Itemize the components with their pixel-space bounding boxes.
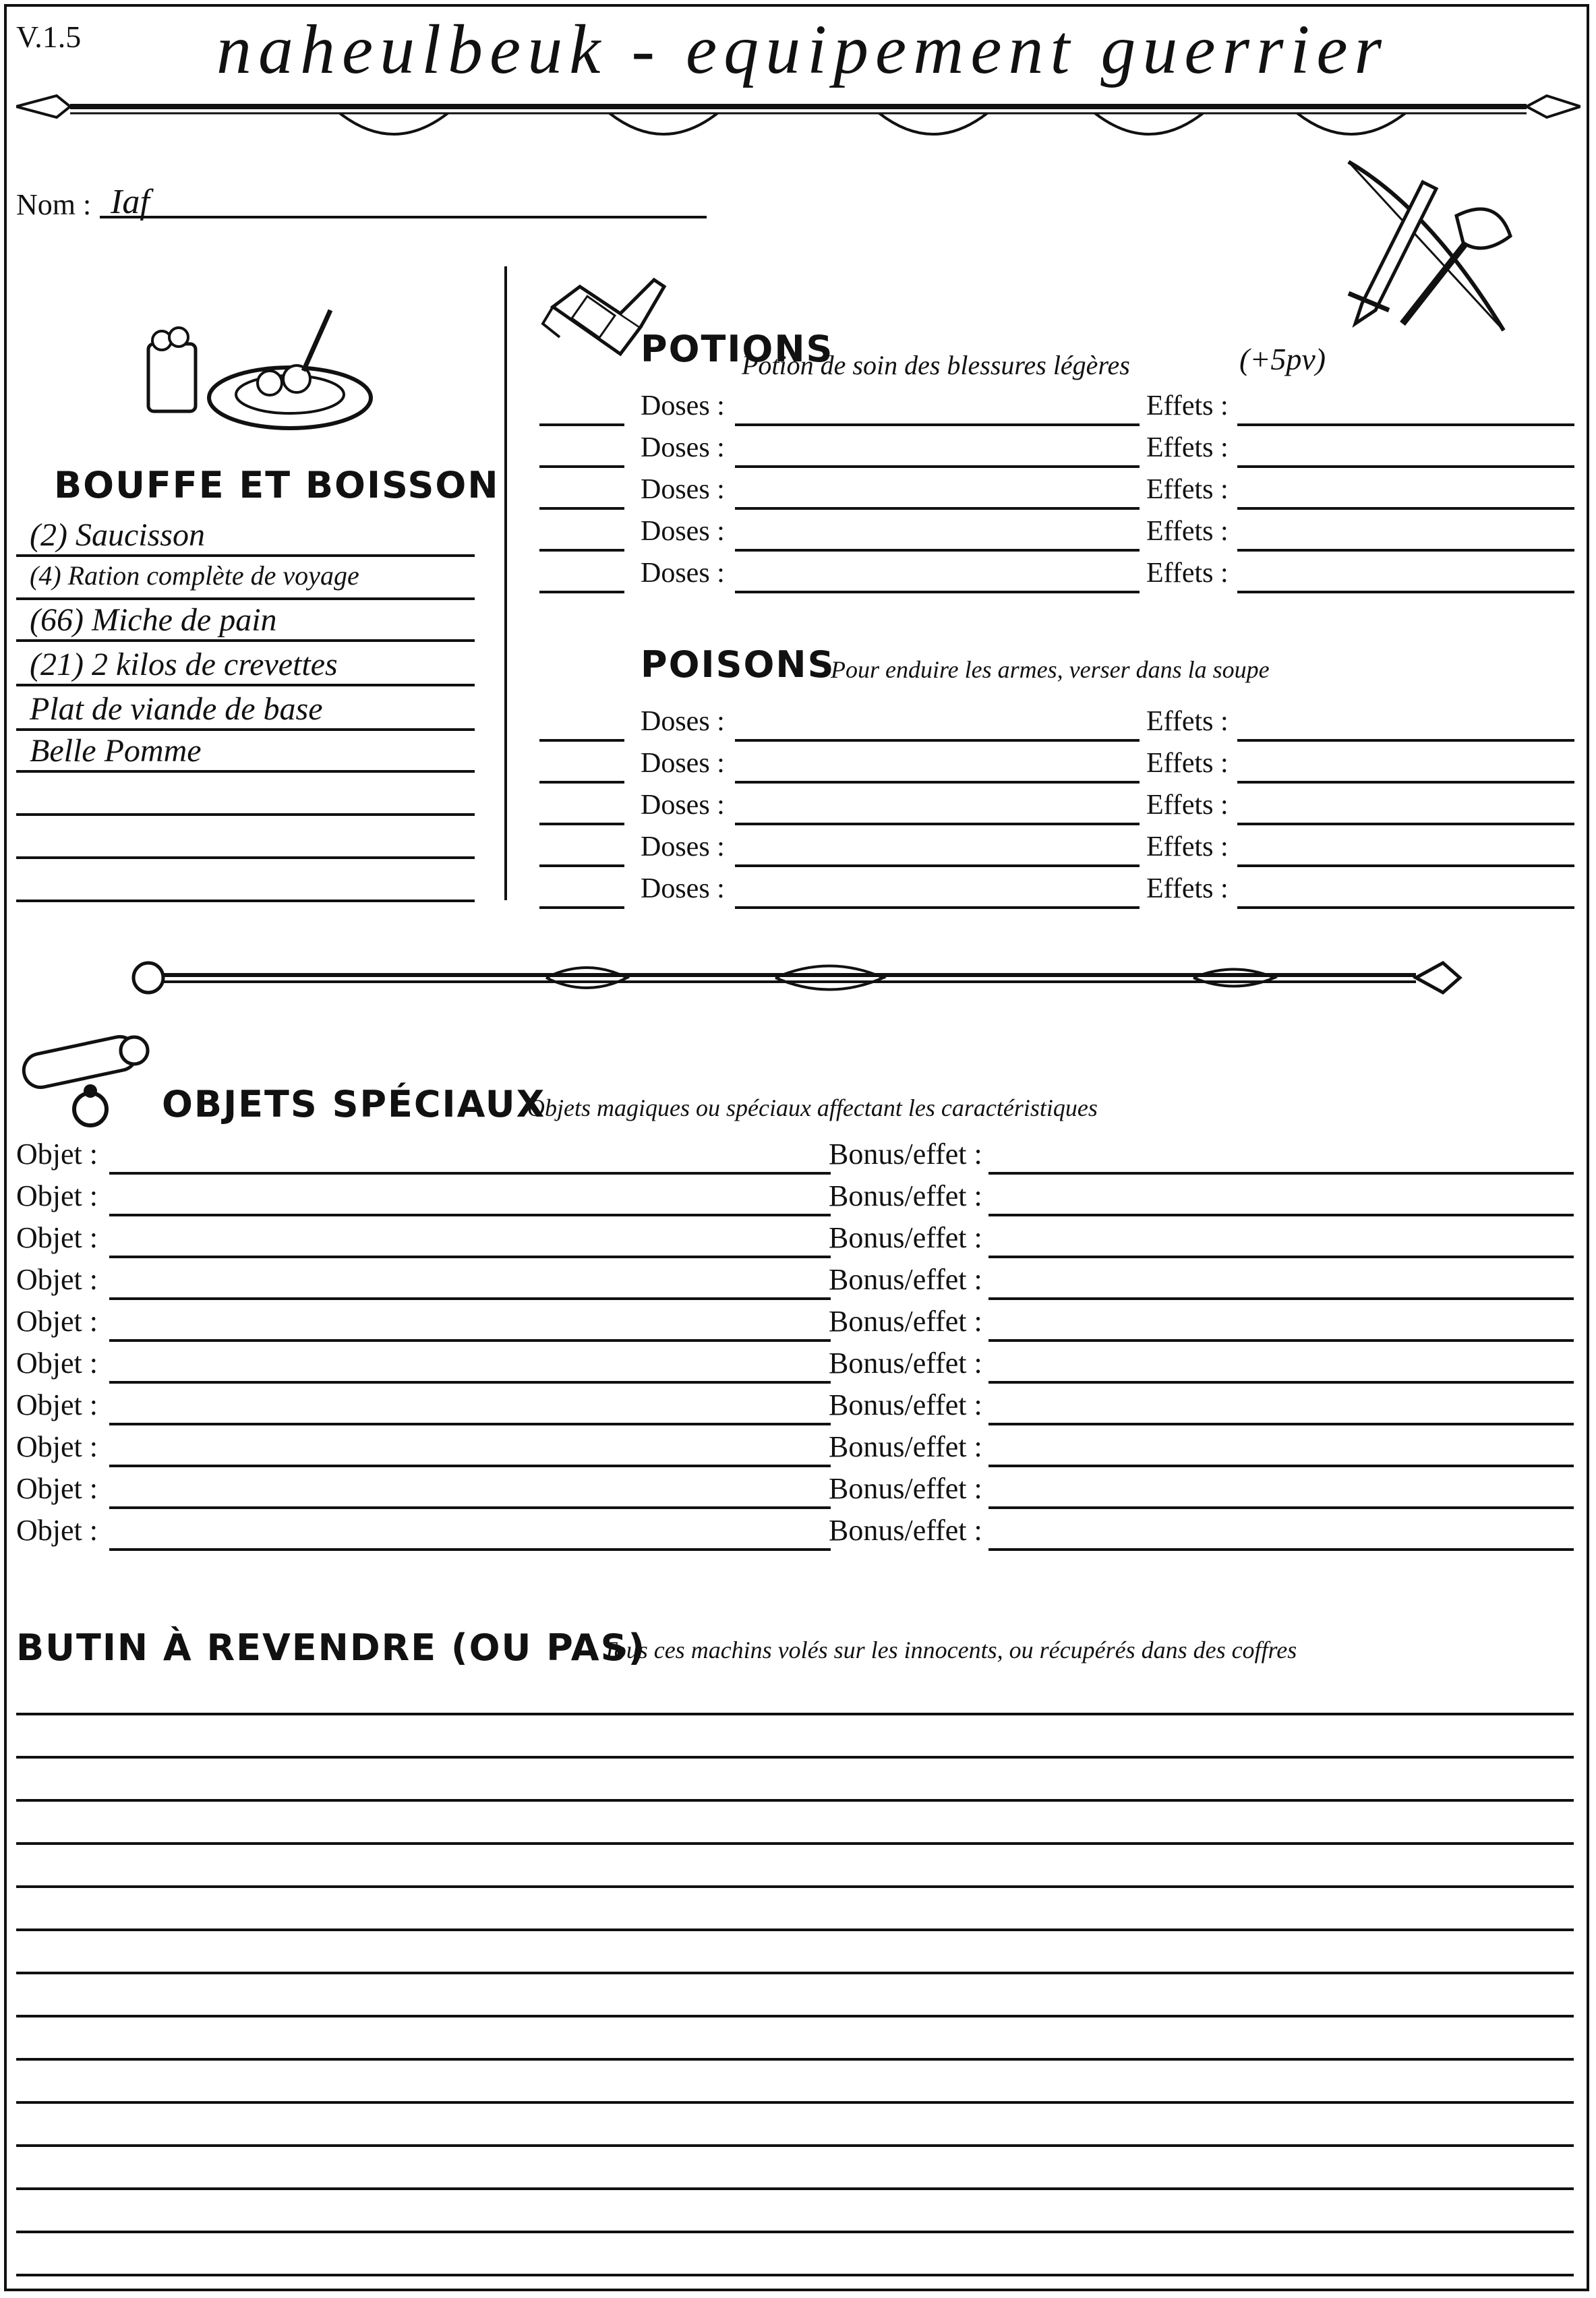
bonus-field[interactable] <box>988 1256 1574 1258</box>
objet-label: Objet : <box>16 1472 98 1505</box>
food-plate-icon <box>135 303 378 438</box>
effets-label: Effets : <box>1146 432 1229 463</box>
quantity-line[interactable] <box>539 739 624 742</box>
food-item: Belle Pomme <box>30 733 202 769</box>
potions-heading: POTIONS <box>641 328 834 370</box>
objet-field[interactable] <box>109 1506 831 1509</box>
bonus-label: Bonus/effet : <box>829 1514 982 1547</box>
food-line[interactable] <box>16 900 475 902</box>
potion-handwritten-effect: (+5pv) <box>1239 342 1326 376</box>
objet-label: Objet : <box>16 1514 98 1547</box>
quantity-line[interactable] <box>539 507 624 510</box>
objet-field[interactable] <box>109 1381 831 1384</box>
potions-row <box>539 553 1578 595</box>
bonus-field[interactable] <box>988 1423 1574 1425</box>
poisons-row <box>539 701 1578 743</box>
objets-subtitle: Objets magiques ou spéciaux affectant les caractéristiques <box>527 1094 1098 1121</box>
food-item: (4) Ration complète de voyage <box>30 560 359 591</box>
sheet-title: naheulbeuk - equipement guerrier <box>216 11 1388 88</box>
objet-label: Objet : <box>16 1305 98 1338</box>
objet-label: Objet : <box>16 1430 98 1463</box>
effets-field[interactable] <box>1237 549 1574 552</box>
food-item: Plat de viande de base <box>30 691 323 727</box>
quantity-line[interactable] <box>539 549 624 552</box>
objet-row <box>16 1385 1574 1427</box>
food-item: (21) 2 kilos de crevettes <box>30 647 338 682</box>
doses-label: Doses : <box>641 706 725 737</box>
doses-label: Doses : <box>641 474 725 505</box>
crossed-weapons-icon <box>1322 155 1524 351</box>
food-item: (2) Saucisson <box>30 517 205 553</box>
doses-field[interactable] <box>735 465 1140 468</box>
objet-row <box>16 1510 1574 1552</box>
objet-label: Objet : <box>16 1263 98 1296</box>
quantity-line[interactable] <box>539 864 624 867</box>
food-line[interactable] <box>16 639 475 642</box>
quantity-line[interactable] <box>539 781 624 784</box>
poisons-heading: POISONS <box>641 643 835 686</box>
objet-field[interactable] <box>109 1256 831 1258</box>
nom-field[interactable] <box>100 182 707 221</box>
butin-heading: BUTIN À REVENDRE (OU PAS) <box>16 1626 647 1669</box>
poisons-row <box>539 785 1578 827</box>
objet-row <box>16 1427 1574 1469</box>
doses-field[interactable] <box>735 823 1140 825</box>
butin-line[interactable] <box>16 1842 1574 1845</box>
food-line[interactable] <box>16 856 475 859</box>
butin-line[interactable] <box>16 1756 1574 1759</box>
bonus-field[interactable] <box>988 1339 1574 1342</box>
objet-field[interactable] <box>109 1214 831 1216</box>
objet-row <box>16 1218 1574 1260</box>
doses-field[interactable] <box>735 591 1140 593</box>
food-line[interactable] <box>16 597 475 600</box>
food-item: (66) Miche de pain <box>30 602 277 638</box>
poisons-row <box>539 827 1578 868</box>
doses-label: Doses : <box>641 748 725 779</box>
spear-divider-icon <box>16 88 1580 148</box>
effets-field[interactable] <box>1237 507 1574 510</box>
doses-field[interactable] <box>735 739 1140 742</box>
doses-label: Doses : <box>641 516 725 547</box>
butin-line[interactable] <box>16 1928 1574 1931</box>
effets-field[interactable] <box>1237 781 1574 784</box>
butin-line[interactable] <box>16 2058 1574 2061</box>
food-line[interactable] <box>16 770 475 773</box>
doses-label: Doses : <box>641 390 725 421</box>
butin-line[interactable] <box>16 2015 1574 2017</box>
poisons-row <box>539 868 1578 910</box>
food-line[interactable] <box>16 554 475 557</box>
bonus-field[interactable] <box>988 1548 1574 1551</box>
bonus-label: Bonus/effet : <box>829 1263 982 1296</box>
food-heading: BOUFFE ET BOISSON <box>54 464 500 506</box>
objet-label: Objet : <box>16 1388 98 1421</box>
effets-label: Effets : <box>1146 831 1229 862</box>
nom-label: Nom : <box>16 188 92 221</box>
effets-field[interactable] <box>1237 864 1574 867</box>
objet-label: Objet : <box>16 1221 98 1254</box>
effets-label: Effets : <box>1146 390 1229 421</box>
food-line[interactable] <box>16 813 475 816</box>
objet-row <box>16 1176 1574 1218</box>
effets-label: Effets : <box>1146 748 1229 779</box>
doses-label: Doses : <box>641 831 725 862</box>
effets-field[interactable] <box>1237 423 1574 426</box>
doses-label: Doses : <box>641 558 725 589</box>
effets-field[interactable] <box>1237 739 1574 742</box>
nom-value: Iaf <box>111 183 150 221</box>
butin-line[interactable] <box>16 1713 1574 1715</box>
objet-label: Objet : <box>16 1138 98 1171</box>
effets-field[interactable] <box>1237 906 1574 909</box>
doses-field[interactable] <box>735 781 1140 784</box>
quantity-line[interactable] <box>539 823 624 825</box>
butin-line[interactable] <box>16 2274 1574 2276</box>
potions-row <box>539 386 1578 428</box>
butin-line[interactable] <box>16 2144 1574 2147</box>
butin-line[interactable] <box>16 1799 1574 1802</box>
objet-row <box>16 1343 1574 1385</box>
quantity-line[interactable] <box>539 906 624 909</box>
objet-label: Objet : <box>16 1179 98 1212</box>
objet-row <box>16 1134 1574 1176</box>
bonus-field[interactable] <box>988 1381 1574 1384</box>
butin-subtitle: Tous ces machins volés sur les innocents, ou récupérés dans des coffres <box>603 1637 1297 1663</box>
objet-field[interactable] <box>109 1297 831 1300</box>
effets-label: Effets : <box>1146 558 1229 589</box>
butin-line[interactable] <box>16 2231 1574 2233</box>
effets-label: Effets : <box>1146 706 1229 737</box>
objet-field[interactable] <box>109 1172 831 1175</box>
objets-heading: OBJETS SPÉCIAUX <box>162 1083 546 1125</box>
objet-field[interactable] <box>109 1339 831 1342</box>
effets-label: Effets : <box>1146 873 1229 904</box>
effets-field[interactable] <box>1237 465 1574 468</box>
objet-field[interactable] <box>109 1465 831 1467</box>
butin-line[interactable] <box>16 1885 1574 1888</box>
bonus-label: Bonus/effet : <box>829 1347 982 1380</box>
bonus-label: Bonus/effet : <box>829 1388 982 1421</box>
bonus-field[interactable] <box>988 1172 1574 1175</box>
food-line[interactable] <box>16 684 475 686</box>
objet-row <box>16 1260 1574 1301</box>
butin-line[interactable] <box>16 1972 1574 1974</box>
bonus-label: Bonus/effet : <box>829 1472 982 1505</box>
bonus-field[interactable] <box>988 1297 1574 1300</box>
doses-field[interactable] <box>735 864 1140 867</box>
objet-row <box>16 1301 1574 1343</box>
version-label: V.1.5 <box>16 20 82 54</box>
bonus-label: Bonus/effet : <box>829 1138 982 1171</box>
bonus-label: Bonus/effet : <box>829 1221 982 1254</box>
doses-label: Doses : <box>641 432 725 463</box>
staff-divider-icon <box>128 958 1463 998</box>
quantity-line[interactable] <box>539 423 624 426</box>
potions-row <box>539 469 1578 511</box>
doses-field[interactable] <box>735 906 1140 909</box>
doses-label: Doses : <box>641 873 725 904</box>
bonus-label: Bonus/effet : <box>829 1305 982 1338</box>
quantity-line[interactable] <box>539 465 624 468</box>
objet-row <box>16 1469 1574 1510</box>
bonus-field[interactable] <box>988 1506 1574 1509</box>
poisons-subtitle: Pour enduire les armes, verser dans la soupe <box>831 656 1270 683</box>
potion-handwritten-name: Potion de soin des blessures légères <box>742 350 1130 380</box>
effets-label: Effets : <box>1146 790 1229 821</box>
effets-field[interactable] <box>1237 591 1574 593</box>
poisons-row <box>539 743 1578 785</box>
quantity-line[interactable] <box>539 591 624 593</box>
food-line[interactable] <box>16 728 475 731</box>
bonus-field[interactable] <box>988 1214 1574 1216</box>
bonus-label: Bonus/effet : <box>829 1430 982 1463</box>
bonus-label: Bonus/effet : <box>829 1179 982 1212</box>
column-divider <box>504 266 507 900</box>
potions-row <box>539 428 1578 469</box>
objet-label: Objet : <box>16 1347 98 1380</box>
doses-field[interactable] <box>735 549 1140 552</box>
bonus-field[interactable] <box>988 1465 1574 1467</box>
effets-label: Effets : <box>1146 474 1229 505</box>
effets-field[interactable] <box>1237 823 1574 825</box>
objet-field[interactable] <box>109 1548 831 1551</box>
scroll-ring-icon <box>16 1025 158 1133</box>
doses-label: Doses : <box>641 790 725 821</box>
potions-row <box>539 511 1578 553</box>
butin-line[interactable] <box>16 2101 1574 2104</box>
doses-field[interactable] <box>735 507 1140 510</box>
doses-field[interactable] <box>735 423 1140 426</box>
butin-line[interactable] <box>16 2187 1574 2190</box>
effets-label: Effets : <box>1146 516 1229 547</box>
objet-field[interactable] <box>109 1423 831 1425</box>
